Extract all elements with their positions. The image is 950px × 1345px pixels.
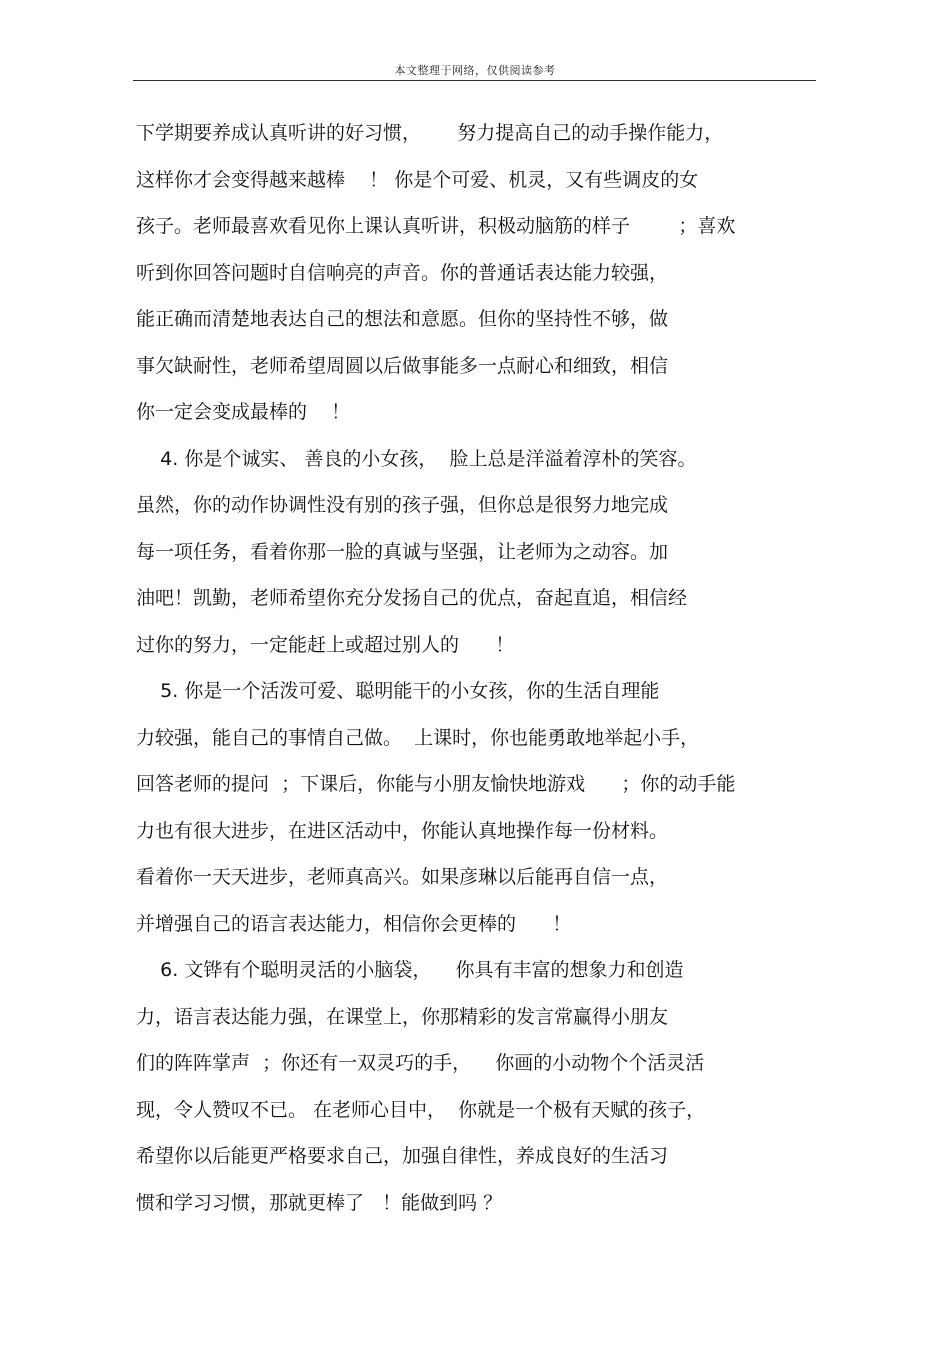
header-divider (133, 80, 816, 81)
text-line: 每一项任务，看着你那一脸的真诚与坚强，让老师为之动容。加 (136, 540, 669, 563)
text-line: 现，令人赞叹不已。 在老师心目中， 你就是一个极有天赋的孩子， (136, 1098, 706, 1121)
text-line: 回答老师的提问 ；下课后，你能与小朋友愉快地游戏 ；你的动手能 (136, 773, 736, 795)
text-line: 事欠缺耐性，老师希望周圆以后做事能多一点耐心和细致，相信 (136, 354, 669, 377)
text-line: 力也有很大进步，在进区活动中，你能认真地操作每一份材料。 (136, 819, 669, 842)
text-line: 并增强自己的语言表达能力，相信你会更棒的 ！ (136, 912, 572, 935)
text-line: 过你的努力，一定能赶上或超过别人的 ！ (136, 633, 515, 656)
text-line: 们的阵阵掌声 ；你还有一双灵巧的手， 你画的小动物个个活灵活 (136, 1052, 705, 1074)
text-line: 希望你以后能更严格要求自己，加强自律性，养成良好的生活习 (136, 1145, 669, 1167)
text-line: 油吧！凯勤，老师希望你充分发扬自己的优点，奋起直追，相信经 (136, 587, 688, 609)
text-line: 这样你才会变得越来越棒 ！ 你是个可爱、机灵，又有些调皮的女 (136, 168, 699, 191)
text-line: 孩子。老师最喜欢看见你上课认真听讲，积极动脑筋的样子 ；喜欢 (136, 215, 736, 237)
text-line: 下学期要养成认真听讲的好习惯， 努力提高自己的动手操作能力， (136, 122, 724, 144)
paragraph-start-line: 6. 文铧有个聪明灵活的小脑袋， 你具有丰富的想象力和创造 (136, 959, 684, 981)
page-header: 本文整理于网络，仅供阅读参考 (394, 64, 556, 77)
text-line: 看着你一天天进步，老师真高兴。如果彦琳以后能再自信一点， (136, 866, 669, 888)
paragraph-start-line: 5. 你是一个活泼可爱、聪明能干的小女孩，你的生活自理能 (136, 680, 660, 702)
text-line: 力较强，能自己的事情自己做。 上课时，你也能勇敢地举起小手， (136, 726, 700, 749)
text-line: 惯和学习习惯，那就更棒了 ！能做到吗 ？ (136, 1191, 503, 1214)
paragraph-start-line: 4. 你是个诚实、 善良的小女孩， 脸上总是洋溢着淳朴的笑容。 (136, 447, 697, 470)
text-line: 虽然，你的动作协调性没有别的孩子强，但你总是很努力地完成 (136, 494, 669, 516)
text-line: 你一定会变成最棒的 ！ (136, 401, 351, 423)
text-line: 听到你回答问题时自信响亮的声音。你的普通话表达能力较强， (136, 261, 669, 284)
document-body (136, 118, 836, 1234)
text-line: 力，语言表达能力强，在课堂上，你那精彩的发言常赢得小朋友 (136, 1005, 669, 1028)
text-line: 能正确而清楚地表达自己的想法和意愿。但你的坚持性不够，做 (136, 308, 669, 330)
